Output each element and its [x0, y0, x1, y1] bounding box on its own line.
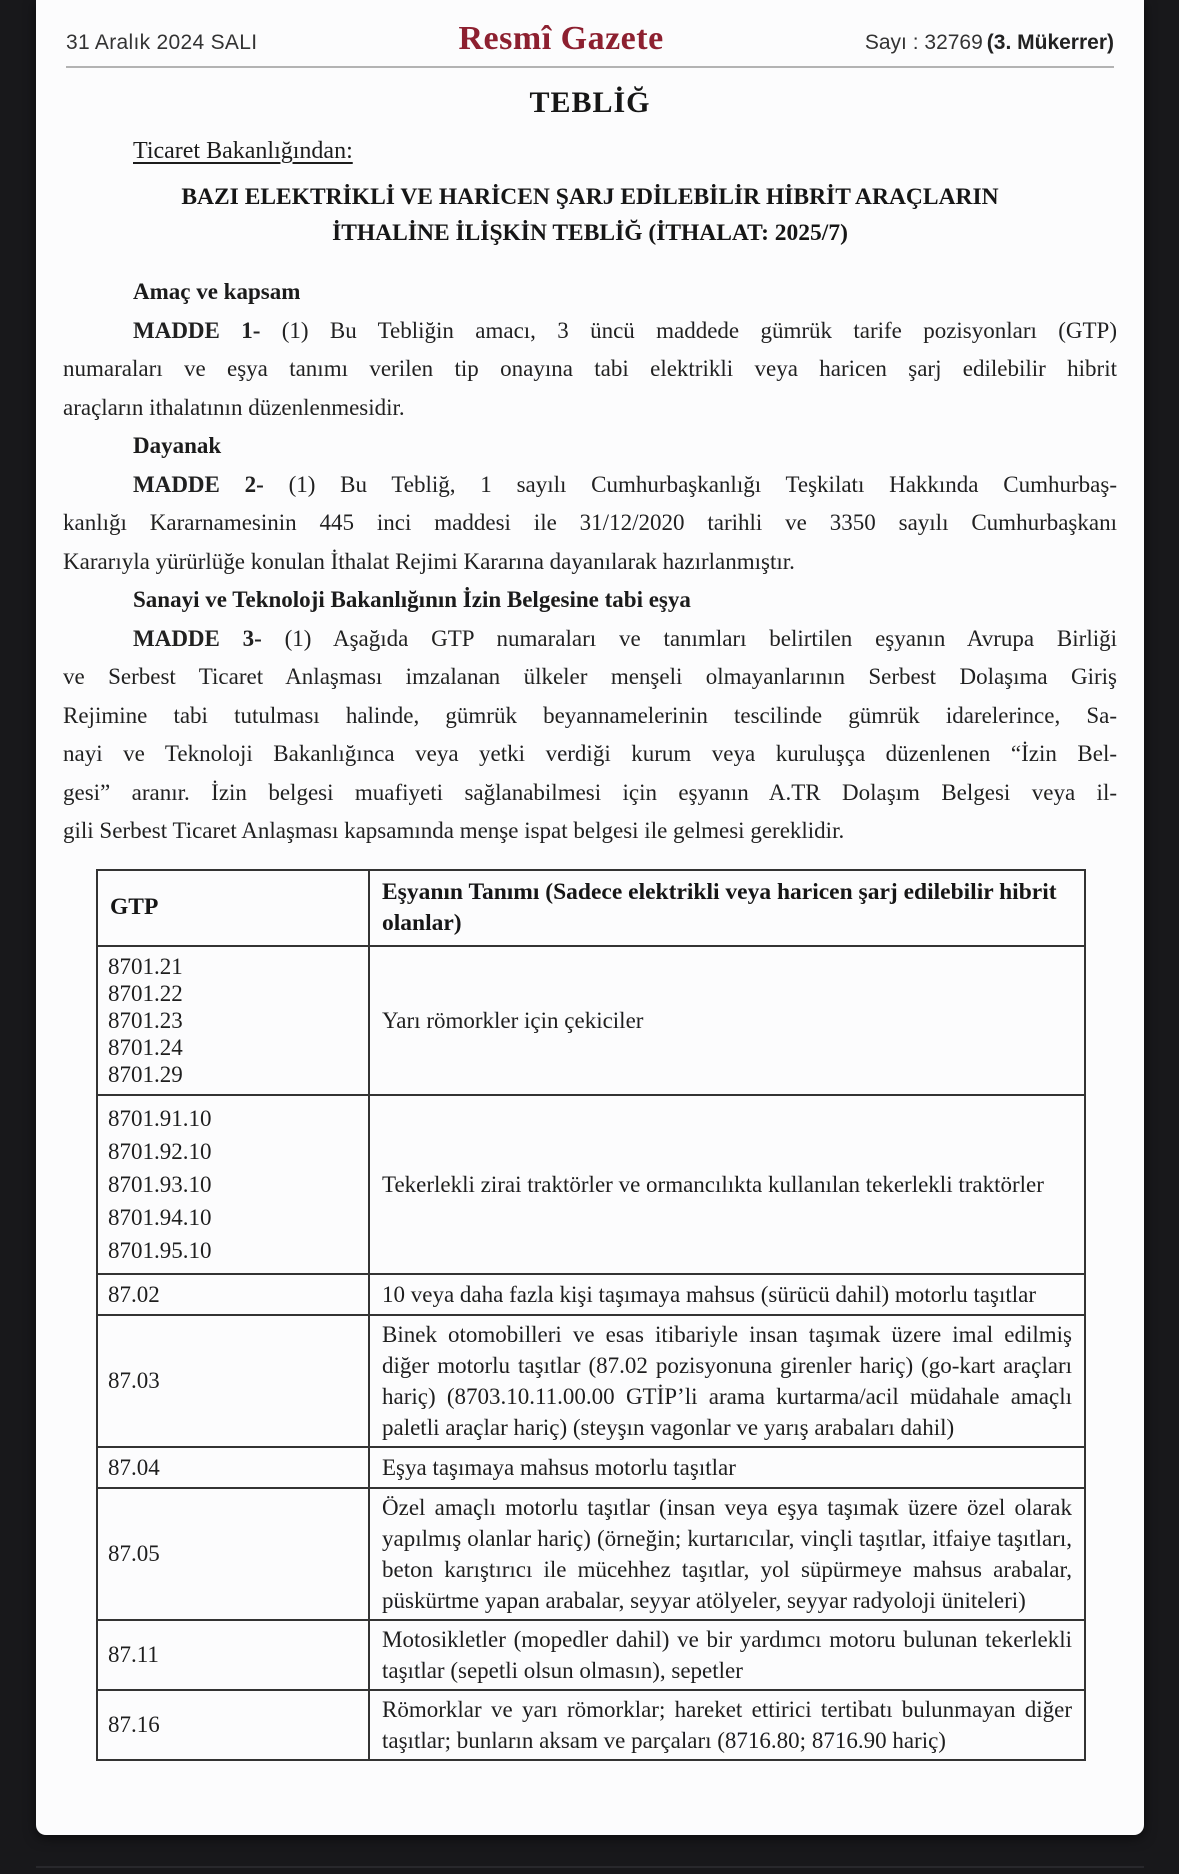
description-cell: Binek otomobilleri ve esas itibariyle insan taşımak üzere imal edilmiş diğer motorlu taşıtlar (87.02 pozisyonuna girenler hariç) (go-kart araçları hariç) (8703.10.11.00.00 GTİP’li arama kurtarma/acil müdahale amaçlı paletli araçlar hariç) (steyşın vagonlar ve yarış arabaları dahil) — [369, 1315, 1085, 1447]
gtp-codes-cell — [97, 1488, 369, 1620]
gtp-code: 8701.94.10 — [108, 1204, 212, 1230]
gtp-code: 8701.91.10 — [108, 1105, 212, 1131]
gtp-codes-cell — [97, 1095, 369, 1274]
gazette-brand-title: Resmî Gazete — [458, 20, 664, 57]
gtp-codes-cell — [97, 946, 369, 1095]
gazette-header — [36, 0, 1144, 58]
gtp-code: 87.05 — [108, 1541, 160, 1566]
gtp-code: 8701.92.10 — [108, 1138, 212, 1164]
paragraph-line: MADDE 2- (1) Bu Tebliğ, 1 sayılı Cumhurbaşkanlığı Teşkilatı Hakkında Cumhurbaş- — [133, 471, 1117, 497]
paragraph-line: araçların ithalatının düzenlenmesidir. — [63, 394, 405, 420]
article-lead: MADDE 3- — [133, 625, 285, 651]
header-divider — [66, 66, 1114, 68]
gazette-page — [36, 0, 1144, 1835]
table-row — [97, 1620, 1085, 1690]
gtp-header-cell: GTP — [97, 870, 369, 946]
section-heading: Sanayi ve Teknoloji Bakanlığının İzin Belgesine tabi eşya — [133, 587, 691, 612]
gtp-code: 8701.29 — [108, 1061, 183, 1087]
paragraph-line: MADDE 3- (1) Aşağıda GTP numaraları ve tanımları belirtilen eşyanın Avrupa Birliği — [133, 625, 1117, 651]
gtp-table-header-row — [97, 870, 1085, 946]
table-row — [97, 946, 1085, 1095]
section-heading: Dayanak — [133, 433, 222, 458]
paragraph-line: kanlığı Kararnamesinin 445 inci maddesi ile 31/12/2020 tarihli ve 3350 sayılı Cumhurbaşkanı — [63, 510, 1117, 535]
description-cell: Eşya taşımaya mahsus motorlu taşıtlar — [369, 1447, 1085, 1488]
gtp-codes-cell — [97, 1690, 369, 1760]
description-cell: Özel amaçlı motorlu taşıtlar (insan veya eşya taşımak üzere özel olarak yapılmış olanlar hariç) (örneğin; kurtarıcılar, vinçli taşıtlar, itfaiye taşıtları, beton karıştırıcı ile mücehhez taşıtlar, yol süpürmeye mahsus arabalar, püskürtme yapan arabalar, seyyar atölyeler, seyyar radyoloji üniteleri) — [369, 1488, 1085, 1620]
document-body — [36, 86, 1144, 1761]
section-heading: Amaç ve kapsam — [133, 279, 301, 304]
gtp-code: 8701.93.10 — [108, 1171, 212, 1197]
document-paragraphs — [63, 273, 1117, 851]
paragraph-line: Kararıyla yürürlüğe konulan İthalat Rejimi Kararına dayanılarak hazırlanmıştır. — [63, 548, 795, 574]
description-cell: Tekerlekli zirai traktörler ve ormancılıkta kullanılan tekerlekli traktörler — [369, 1095, 1085, 1274]
article-lead: MADDE 2- — [133, 471, 289, 497]
gtp-codes-cell — [97, 1620, 369, 1690]
table-row — [97, 1315, 1085, 1447]
paragraph-line: ve Serbest Ticaret Anlaşması imzalanan ülkeler menşeli olmayanlarının Serbest Dolaşıma Giriş — [63, 664, 1117, 689]
paragraph-line: numaraları ve eşya tanımı verilen tip onayına tabi elektrikli veya haricen şarj edilebilir hibrit — [63, 356, 1117, 381]
description-header-cell: Eşyanın Tanımı (Sadece elektrikli veya haricen şarj edilebilir hibrit olanlar) — [369, 870, 1085, 946]
gazette-date: 31 Aralık 2024 SALI — [66, 31, 258, 54]
gazette-issue-suffix: (3. Mükerrer) — [986, 31, 1114, 54]
paragraph-line: nayi ve Teknoloji Bakanlığınca veya yetki verdiği kurum veya kuruluşça düzenlenen “İzin Bel- — [63, 741, 1117, 766]
article-lead: MADDE 1- — [133, 317, 282, 343]
gtp-code: 87.04 — [108, 1454, 160, 1480]
gtp-code: 8701.95.10 — [108, 1237, 212, 1263]
gtp-code: 87.03 — [108, 1368, 160, 1393]
document-title-line: BAZI ELEKTRİKLİ VE HARİCEN ŞARJ EDİLEBİLİR HİBRİT ARAÇLARIN — [181, 184, 999, 210]
gazette-issue-number: Sayı : 32769 — [864, 31, 983, 54]
document-title-line: İTHALİNE İLİŞKİN TEBLİĞ (İTHALAT: 2025/7) — [332, 220, 848, 246]
table-row — [97, 1095, 1085, 1274]
description-cell: Yarı römorkler için çekiciler — [369, 946, 1085, 1095]
gtp-code: 8701.24 — [108, 1034, 183, 1060]
table-row — [97, 1447, 1085, 1488]
gtp-code: 8701.22 — [108, 980, 183, 1006]
gtp-code: 8701.23 — [108, 1007, 183, 1033]
gtp-code: 87.16 — [108, 1712, 160, 1737]
bottom-divider — [36, 1866, 1144, 1868]
gtp-codes-cell — [97, 1315, 369, 1447]
gtp-code: 87.11 — [108, 1642, 159, 1667]
paragraph-line: MADDE 1- (1) Bu Tebliğin amacı, 3 üncü maddede gümrük tarife pozisyonları (GTP) — [133, 317, 1117, 343]
gazette-issue — [865, 31, 1114, 55]
paragraph-line: gili Serbest Ticaret Anlaşması kapsamında menşe ispat belgesi ile gelmesi gereklidir. — [63, 818, 845, 843]
gtp-code: 87.02 — [108, 1281, 160, 1307]
document-issuer: Ticaret Bakanlığından: — [133, 138, 353, 164]
gtp-codes-cell — [97, 1274, 369, 1315]
paragraph-line: gesi” aranır. İzin belgesi muafiyeti sağlanabilmesi için eşyanın A.TR Dolaşım Belgesi veya il- — [63, 779, 1117, 805]
table-row — [97, 1274, 1085, 1315]
table-row — [97, 1488, 1085, 1620]
gtp-codes-cell — [97, 1447, 369, 1488]
gtp-code: 8701.21 — [108, 953, 183, 979]
description-cell: Motosikletler (mopedler dahil) ve bir yardımcı motoru bulunan tekerlekli taşıtlar (sepetli olsun olmasın), sepetler — [369, 1620, 1085, 1690]
table-row — [97, 1690, 1085, 1760]
gtp-table — [96, 869, 1086, 1761]
document-title — [63, 179, 1117, 251]
document-kind-title: TEBLİĞ — [529, 86, 651, 119]
description-cell: 10 veya daha fazla kişi taşımaya mahsus (sürücü dahil) motorlu taşıtlar — [369, 1274, 1085, 1315]
paragraph-line: Rejimine tabi tutulması halinde, gümrük beyannamelerinin tescilinde gümrük idarelerince, Sa- — [63, 702, 1117, 728]
description-cell: Römorklar ve yarı römorklar; hareket ettirici tertibatı bulunmayan diğer taşıtlar; bunların aksam ve parçaları (8716.80; 8716.90 hariç) — [369, 1690, 1085, 1760]
